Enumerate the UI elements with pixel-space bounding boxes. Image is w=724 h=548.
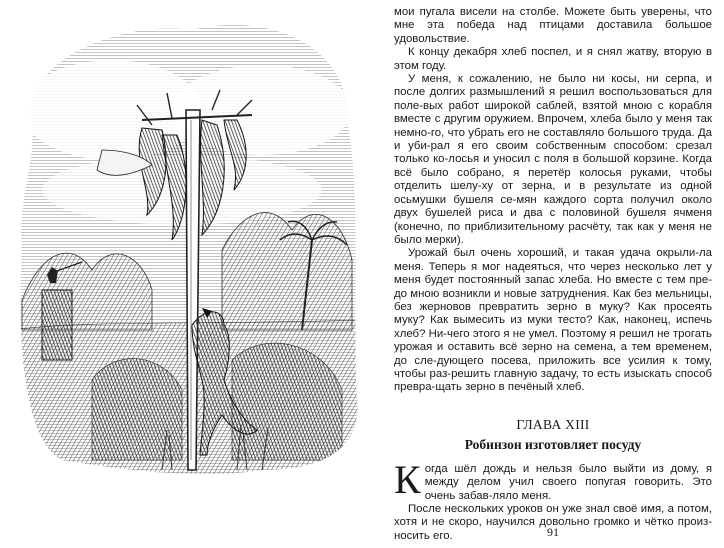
chapter-subtitle: Робинзон изготовляет посуду: [464, 436, 642, 452]
opening-text: огда шёл дождь и нельзя было выйти из дому, я между делом учил своего попугая говорить. Это очень забав-ляло меня.: [424, 462, 712, 502]
right-page: [394, 6, 712, 542]
paragraph: мои пугала висели на столбе. Можете быть уверены, что мне эта победа над птицами доставила большое удовольствие.: [394, 6, 712, 45]
chapter-title: ГЛАВА XIII: [516, 416, 590, 432]
paragraph: После нескольких уроков он уже знал своё имя, а потом, хотя и не скоро, научился довольно громко и чётко произ-носить его.: [394, 503, 712, 542]
paragraph: У меня, к сожалению, не было ни косы, ни серпа, и после долгих размышлений я решил воспользоваться для поле-вых работ широкой саблей, взятой мною с корабля вместе с другим оружием. Впрочем, хлеба было у меня так немно-го, что убрать его не составляло большого труда. Да и уби-рал я его своим собственным способом: срезал только ко-лосья и уносил с поля в большой корзине. Когда всё было собрано, я перетёр колосья руками, чтобы отделить шелу-ху от зерна, и в результате из одной осьмушки бушеля се-мян каждого сорта получил около двух бушелей риса и два с половиной бушеля ячменя (конечно, по приблизительному расчёту, так как у меня не было мерки).: [394, 73, 712, 246]
paragraph: Урожай был очень хороший, и такая удача окрыли-ла меня. Теперь я мог надеяться, что через несколько лет у меня будет постоянный запас хлеба. Но вместе с тем пре-до мною возникли и новые затруднения. Как без мельницы, без жерновов превратить зерно в муку? Как просеять муку? Как вымесить из муки тесто? Как, наконец, испечь хлеб? Ни-чего этого я не умел. Поэтому я решил не трогать урожая и оставить всё зерно на семена, а тем временем, до сле-дующего посева, приложить все усилия к тому, чтобы раз-решить главную задачу, то есть изыскать способ превра-щать зерно в печёный хлеб.: [394, 247, 712, 394]
page-number: 91: [547, 525, 559, 539]
drop-cap: К: [394, 456, 421, 502]
chapter-opening-paragraph: [394, 456, 712, 503]
engraving-illustration: [2, 0, 377, 548]
paragraph: К концу декабря хлеб поспел, и я снял жатву, вторую в этом году.: [394, 46, 712, 72]
